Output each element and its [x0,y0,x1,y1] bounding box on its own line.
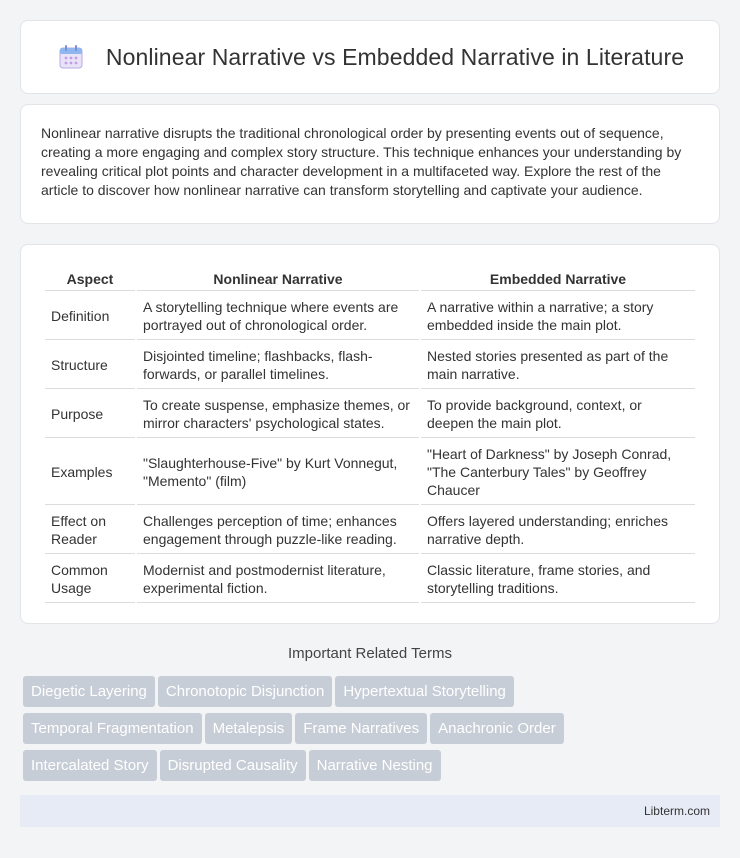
column-header-nonlinear: Nonlinear Narrative [137,267,419,291]
calendar-icon [56,42,86,72]
row-aspect: Purpose [45,391,135,438]
row-nonlinear: Challenges perception of time; enhances engagement through puzzle-like reading. [137,507,419,554]
related-term-tag[interactable]: Intercalated Story [23,750,157,781]
table-row [45,507,695,554]
row-embedded: "Heart of Darkness" by Joseph Conrad, "The Canterbury Tales" by Geoffrey Chaucer [421,440,695,505]
related-term-tag[interactable]: Metalepsis [205,713,293,744]
row-aspect: Definition [45,293,135,340]
row-nonlinear: To create suspense, emphasize themes, or mirror characters' psychological states. [137,391,419,438]
table-row [45,556,695,603]
row-nonlinear: "Slaughterhouse-Five" by Kurt Vonnegut, "Memento" (film) [137,440,419,505]
row-nonlinear: Disjointed timeline; flashbacks, flash-forwards, or parallel timelines. [137,342,419,389]
comparison-table-card [20,244,720,624]
related-term-tag[interactable]: Frame Narratives [295,713,427,744]
related-term-tag[interactable]: Disrupted Causality [160,750,306,781]
related-terms-title: Important Related Terms [288,645,452,662]
intro-card [20,104,720,224]
header-card [20,20,720,94]
column-header-embedded: Embedded Narrative [421,267,695,291]
table-row [45,293,695,340]
row-aspect: Common Usage [45,556,135,603]
row-aspect: Structure [45,342,135,389]
row-embedded: Nested stories presented as part of the main narrative. [421,342,695,389]
row-nonlinear: Modernist and postmodernist literature, experimental fiction. [137,556,419,603]
related-term-tag[interactable]: Hypertextual Storytelling [335,676,514,707]
table-row [45,391,695,438]
row-aspect: Examples [45,440,135,505]
row-embedded: To provide background, context, or deepen the main plot. [421,391,695,438]
intro-text: Nonlinear narrative disrupts the traditional chronological order by presenting events out of sequence, creating a more engaging and complex story structure. This technique enhances your understanding by revealing critical plot points and character development in a multifaceted way. Explore the rest of the article to discover how nonlinear narrative can transform storytelling and captivate your audience. [41,125,682,198]
footer-site-link[interactable]: Libterm.com [643,804,710,818]
footer [20,795,720,827]
row-embedded: Classic literature, frame stories, and storytelling traditions. [421,556,695,603]
related-term-tag[interactable]: Temporal Fragmentation [23,713,202,744]
row-aspect: Effect on Reader [45,507,135,554]
table-row [45,440,695,505]
comparison-table [43,265,697,605]
row-nonlinear: A storytelling technique where events are portrayed out of chronological order. [137,293,419,340]
row-embedded: A narrative within a narrative; a story embedded inside the main plot. [421,293,695,340]
page-title: Nonlinear Narrative vs Embedded Narrative in Literature [105,43,685,70]
row-embedded: Offers layered understanding; enriches narrative depth. [421,507,695,554]
column-header-aspect: Aspect [45,267,135,291]
table-header-row [45,267,695,291]
related-terms-list [23,676,723,787]
table-row [45,342,695,389]
related-term-tag[interactable]: Chronotopic Disjunction [158,676,332,707]
related-term-tag[interactable]: Anachronic Order [430,713,564,744]
related-term-tag[interactable]: Diegetic Layering [23,676,155,707]
related-term-tag[interactable]: Narrative Nesting [309,750,441,781]
